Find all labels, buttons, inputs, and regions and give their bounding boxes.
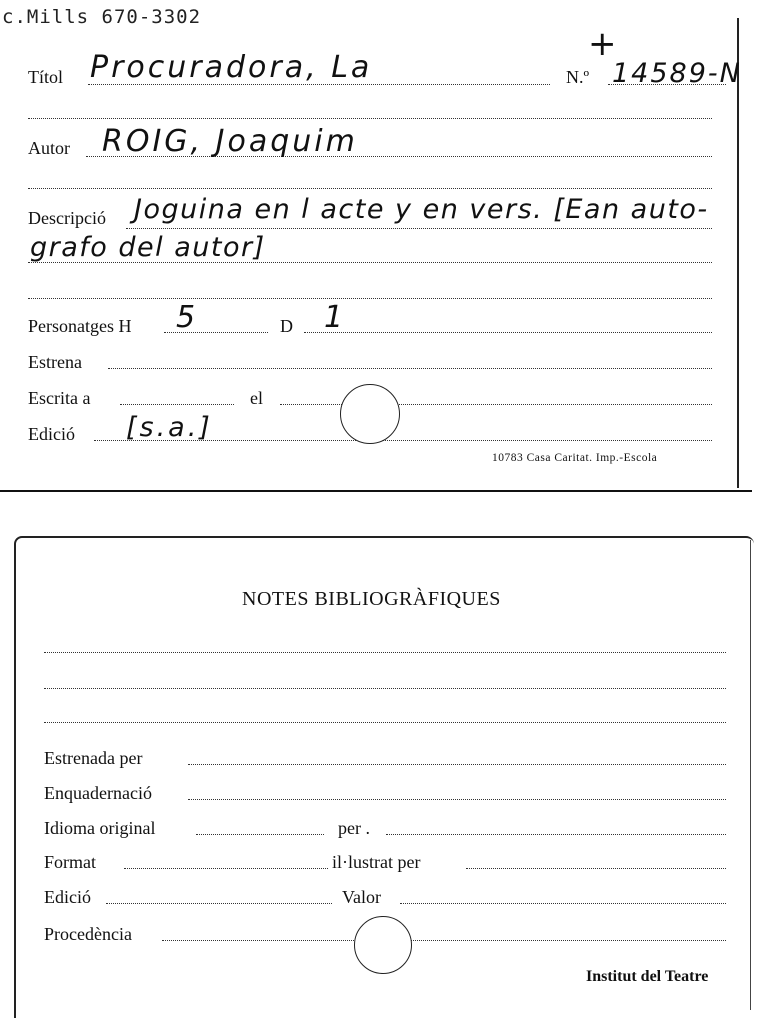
per-label: per . [338,818,370,838]
estrenada-line [188,764,726,765]
descripcio-value-line2: grafo del autor] [30,232,266,263]
d-line [304,332,712,333]
estrenada-label: Estrenada per [44,748,143,768]
idioma-line [196,834,324,835]
procedencia-line [162,940,726,941]
descripcio-label: Descripció [28,208,106,228]
d-value: 1 [324,300,347,335]
plus-mark: + [588,24,617,64]
d-label: D [280,316,293,336]
valor-line [400,903,726,904]
notes-heading: NOTES BIBLIOGRÀFIQUES [242,588,501,610]
edicio-line-2 [106,903,332,904]
il-lustrat-label: il·lustrat per [332,852,421,872]
idioma-label: Idioma original [44,818,156,838]
card-edge [750,540,751,1010]
blank-line [28,118,712,119]
valor-label: Valor [342,887,381,907]
blank-line [28,188,712,189]
estrena-line [108,368,712,369]
autor-value: ROIG, Joaquim [102,124,358,159]
personatges-label: Personatges H [28,316,132,336]
descripcio-value-line1: Joguina en l acte y en vers. [Ean auto- [134,194,709,225]
autor-label: Autor [28,138,70,158]
format-line [124,868,328,869]
punch-hole [354,916,412,974]
catalog-stamp: c.Mills 670-3302 [2,6,202,28]
escrita-label: Escrita a [28,388,91,408]
printer-imprint: 10783 Casa Caritat. Imp.-Escola [492,452,658,464]
h-value: 5 [176,300,199,335]
blank-line [44,722,726,723]
enquadernacio-label: Enquadernació [44,783,152,803]
edicio-value: [s.a.] [126,412,213,443]
per-line [386,834,726,835]
format-label: Format [44,852,96,872]
titol-label: Títol [28,67,63,87]
titol-value: Procuradora, La [90,50,373,85]
el-label: el [250,388,263,408]
blank-line [28,298,712,299]
il-lustrat-line [466,868,726,869]
edicio-label-2: Edició [44,887,91,907]
edicio-label: Edició [28,424,75,444]
numero-label: N.º [566,67,590,87]
estrena-label: Estrena [28,352,82,372]
escrita-line [120,404,234,405]
institution-name: Institut del Teatre [586,968,709,985]
punch-hole [340,384,400,444]
enquadernacio-line [188,799,726,800]
numero-value: 14589-N [612,58,742,89]
procedencia-label: Procedència [44,924,132,944]
card-bottom-edge [0,490,752,492]
blank-line [44,688,726,689]
descripcio-line [126,228,712,229]
blank-line [44,652,726,653]
